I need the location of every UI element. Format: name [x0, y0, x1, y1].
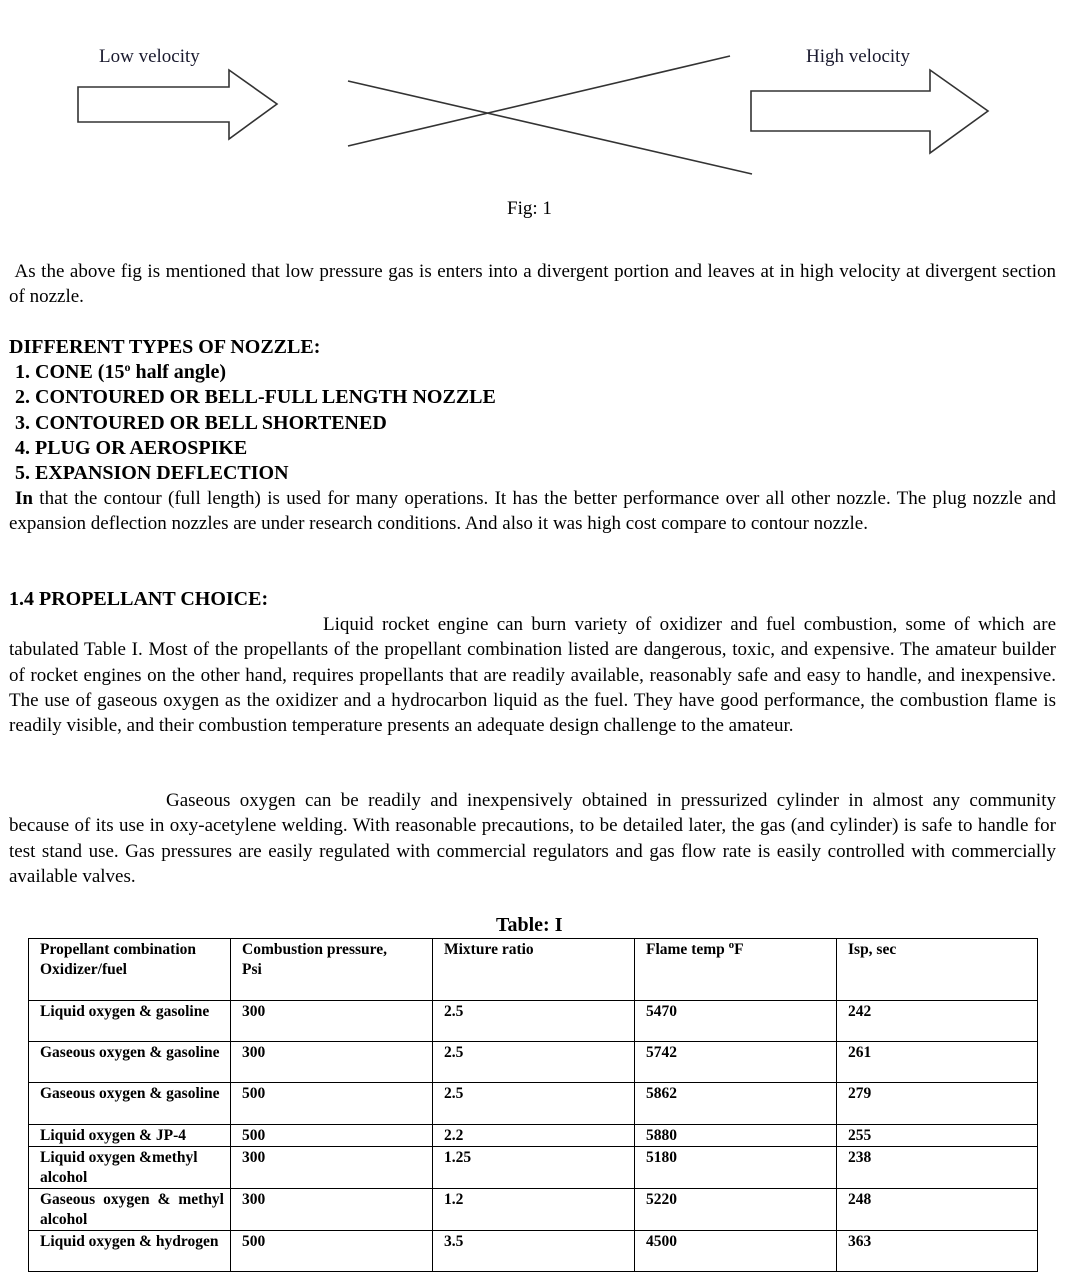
cell-pressure: 300 — [231, 1001, 433, 1042]
cell-mixture: 2.2 — [433, 1125, 635, 1147]
table-header-row — [29, 939, 1038, 1001]
table-title: Table: I — [496, 914, 563, 936]
cell-combination: Liquid oxygen & JP-4 — [29, 1125, 231, 1147]
high-velocity-arrow-icon — [751, 70, 988, 153]
table-row — [29, 1042, 1038, 1083]
cell-flame-temp: 4500 — [635, 1231, 837, 1272]
propellant-heading: 1.4 PROPELLANT CHOICE: — [9, 588, 269, 610]
cell-mixture: 3.5 — [433, 1231, 635, 1272]
header-flame-temp: Flame temp $^o$F — [635, 939, 837, 1001]
cell-pressure: 300 — [231, 1042, 433, 1083]
table-row — [29, 1125, 1038, 1147]
cell-combination: Gaseous oxygen & gasoline — [29, 1083, 231, 1125]
cell-pressure: 300 — [231, 1147, 433, 1189]
table-row — [29, 1189, 1038, 1231]
table-row — [29, 1147, 1038, 1189]
cell-flame-temp: 5180 — [635, 1147, 837, 1189]
cell-pressure: 500 — [231, 1231, 433, 1272]
cell-pressure: 500 — [231, 1083, 433, 1125]
nozzle-type-aerospike: 4. PLUG OR AEROSPIKE — [15, 436, 248, 459]
nozzle-types-heading: DIFFERENT TYPES OF NOZZLE: — [9, 336, 321, 358]
cell-combination: Liquid oxygen & gasoline — [29, 1001, 231, 1042]
cell-isp: 242 — [837, 1001, 1038, 1042]
cell-flame-temp: 5220 — [635, 1189, 837, 1231]
cell-mixture: 1.25 — [433, 1147, 635, 1189]
nozzle-crossed-lines-icon — [348, 56, 752, 174]
cell-combination: Liquid oxygen &methyl alcohol — [29, 1147, 231, 1189]
cell-isp: 363 — [837, 1231, 1038, 1272]
header-combination: Propellant combination Oxidizer/fuel — [29, 939, 231, 1001]
nozzle-paragraph: In that the contour (full length) is used for many operations. It has the better performance over all other nozzle. The plug nozzle and expansion deflection nozzles are under research conditions. And also it was high cost compare to contour nozzle. — [9, 488, 1056, 535]
header-isp: Isp, sec — [837, 939, 1038, 1001]
cell-pressure: 300 — [231, 1189, 433, 1231]
nozzle-diagram — [0, 0, 1080, 200]
nozzle-type-bell-full: 2. CONTOURED OR BELL-FULL LENGTH NOZZLE — [15, 386, 496, 409]
cell-flame-temp: 5470 — [635, 1001, 837, 1042]
cell-isp: 238 — [837, 1147, 1038, 1189]
propellant-paragraph-2: Gaseous oxygen can be readily and inexpensively obtained in pressurized cylinder in almost any community because of its use in oxy-acetylene welding. With reasonable precautions, to be detailed later, the gas (and cylinder) is safe to handle for test stand use. Gas pressures are easily regulated with commercial regulators and gas flow rate is easily controlled with commercially available valves. — [9, 790, 1056, 887]
table-row — [29, 1001, 1038, 1042]
cell-isp: 261 — [837, 1042, 1038, 1083]
cell-flame-temp: 5862 — [635, 1083, 837, 1125]
cell-combination: Gaseous oxygen & methyl alcohol — [29, 1189, 231, 1231]
cell-combination: Liquid oxygen & hydrogen — [29, 1231, 231, 1272]
nozzle-type-bell-shortened: 3. CONTOURED OR BELL SHORTENED — [15, 411, 387, 434]
nozzle-types-list — [15, 360, 496, 486]
header-pressure: Combustion pressure, Psi — [231, 939, 433, 1001]
cell-flame-temp: 5742 — [635, 1042, 837, 1083]
table-row — [29, 1083, 1038, 1125]
figure-caption: Fig: 1 — [507, 198, 552, 219]
low-velocity-label: Low velocity — [99, 46, 200, 67]
intro-paragraph: As the above fig is mentioned that low pressure gas is enters into a divergent portion and leaves at in high velocity at divergent section of nozzle. — [9, 261, 1061, 308]
cell-flame-temp: 5880 — [635, 1125, 837, 1147]
table-row — [29, 1231, 1038, 1272]
cell-mixture: 2.5 — [433, 1083, 635, 1125]
cell-pressure: 500 — [231, 1125, 433, 1147]
nozzle-type-cone: 1. CONE (15$^o$ half angle) — [15, 360, 227, 383]
cell-mixture: 1.2 — [433, 1189, 635, 1231]
high-velocity-label: High velocity — [806, 46, 910, 67]
cell-mixture: 2.5 — [433, 1001, 635, 1042]
nozzle-type-expansion-deflection: 5. EXPANSION DEFLECTION — [15, 462, 289, 485]
cell-isp: 248 — [837, 1189, 1038, 1231]
cell-isp: 279 — [837, 1083, 1038, 1125]
propellant-paragraph-1: Liquid rocket engine can burn variety of oxidizer and fuel combustion, some of which are tabulated Table I. Most of the propellants of the propellant combination listed are dangerous, toxic, and expensive. The amateur builder of rocket engines on the other hand, requires propellants that are readily available, reasonably safe and easy to handle, and inexpensive. The use of gaseous oxygen as the oxidizer and a hydrocarbon liquid as the fuel. They have good performance, the combustion flame is readily visible, and their combustion temperature presents an adequate design challenge to the amateur. — [9, 614, 1056, 737]
low-velocity-arrow-icon — [78, 70, 277, 139]
header-mixture: Mixture ratio — [433, 939, 635, 1001]
cell-mixture: 2.5 — [433, 1042, 635, 1083]
cell-combination: Gaseous oxygen & gasoline — [29, 1042, 231, 1083]
propellant-table — [28, 938, 1038, 1272]
cell-isp: 255 — [837, 1125, 1038, 1147]
